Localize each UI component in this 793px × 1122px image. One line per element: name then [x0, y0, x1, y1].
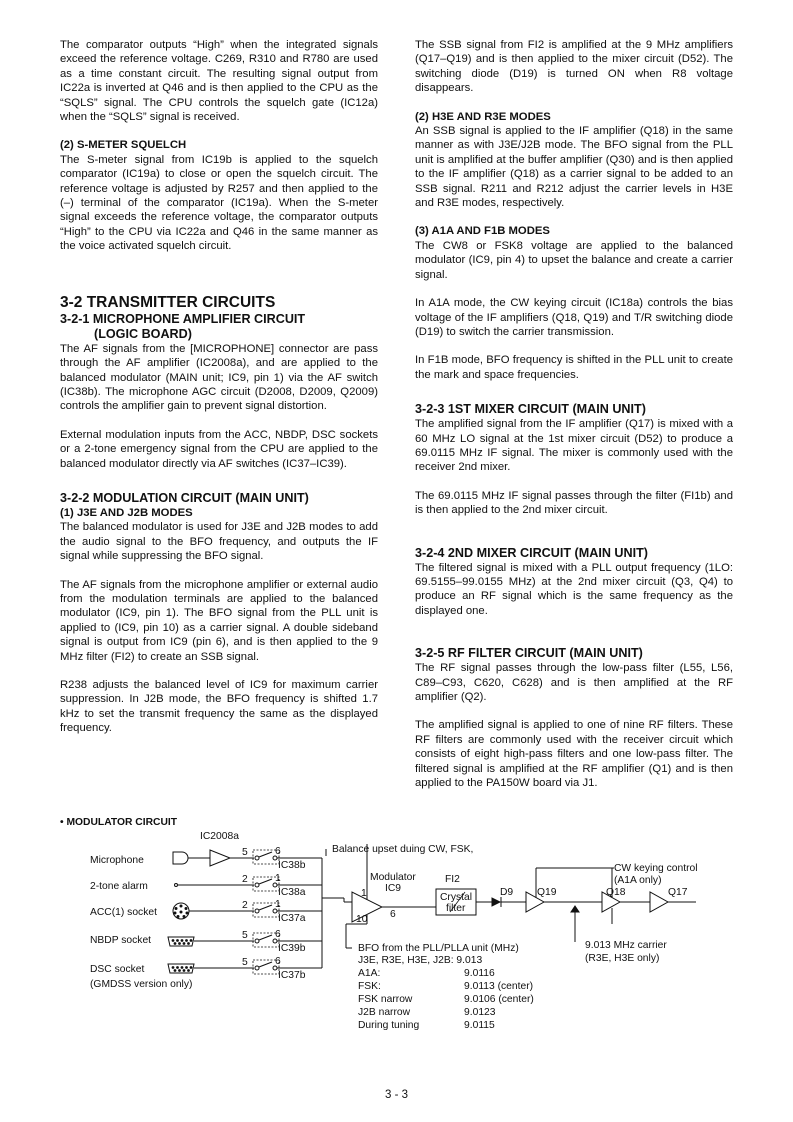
- first-mixer-paragraph-1: The amplified signal from the IF amplifier (Q17) is mixed with a 60 MHz LO signal at the 1st mixer circuit (D52) to produce a 69.0115 MHz IF signal. The mixer is commonly used with the receiver 2nd mixer.: [415, 418, 733, 474]
- bfo-freq-j2b-narrow: 9.0123: [464, 1007, 496, 1018]
- gmdss-note: (GMDSS version only): [90, 979, 193, 990]
- carrier-label-1: 9.013 MHz carrier: [585, 940, 667, 951]
- ssb-amp-paragraph: The SSB signal from FI2 is amplified at the 9 MHz amplifiers (Q17–Q19) and is then applied to the mixer circuit (D52). The switching diode (D19) is turned ON when R8 voltage disappears.: [415, 39, 733, 95]
- first-mixer-heading: 3-2-3 1ST MIXER CIRCUIT (MAIN UNIT): [415, 402, 646, 417]
- bfo-freq-fsk: 9.0113 (center): [464, 981, 534, 992]
- diagram-title: • MODULATOR CIRCUIT: [60, 817, 178, 828]
- q17-label: Q17: [668, 887, 688, 898]
- modulator-ic9: [346, 844, 436, 948]
- balance-upset-note: Balance upset duing CW, FSK,: [332, 844, 474, 855]
- mic-amp-heading: 3-2-1 MICROPHONE AMPLIFIER CIRCUIT: [60, 311, 306, 326]
- page-number: 3 - 3: [384, 1089, 408, 1101]
- ic39b-label: IC39b: [278, 943, 306, 954]
- a1a-f1b-paragraph-1: The CW8 or FSK8 voltage are applied to the balanced modulator (IC9, pin 4) to upset the balance and create a carrier signal.: [415, 239, 733, 281]
- a1a-f1b-heading: (3) A1A AND F1B MODES: [415, 225, 550, 238]
- source-microphone: Microphone: [90, 855, 144, 866]
- ic2008a-label: IC2008a: [200, 831, 239, 842]
- ic37a-label: IC37a: [278, 913, 306, 924]
- bfo-mode-fsk-narrow: FSK narrow: [358, 994, 413, 1005]
- ic9-pin6: 6: [390, 909, 396, 920]
- second-mixer-heading: 3-2-4 2ND MIXER CIRCUIT (MAIN UNIT): [415, 545, 648, 560]
- mic-amp-heading-board: (LOGIC BOARD): [94, 326, 192, 341]
- carrier-label-2: (R3E, H3E only): [585, 953, 660, 964]
- first-mixer-paragraph-2: The 69.0115 MHz IF signal passes through the filter (FI1b) and is then applied to the 2nd mixer circuit.: [415, 489, 733, 517]
- cw-keying-label-2: (A1A only): [614, 875, 662, 886]
- q17-amplifier: [650, 887, 696, 912]
- d9-label: D9: [500, 887, 514, 898]
- fi2-label: FI2: [445, 874, 460, 885]
- cw-keying-line: [536, 863, 698, 888]
- ic38a-pin-out: 1: [275, 873, 281, 884]
- ic37b-pin-in: 5: [242, 957, 248, 968]
- bfo-input-line: [352, 943, 519, 966]
- filter-label-1: Crystal: [440, 892, 473, 903]
- source-nbdp-socket: NBDP socket: [90, 935, 152, 946]
- ic9-pin1: 1: [361, 888, 367, 899]
- bfo-mode-a1a: A1A:: [358, 968, 381, 979]
- cw-keying-label-1: CW keying control: [614, 863, 698, 874]
- ic38b-pin-in: 5: [242, 847, 248, 858]
- crystal-filter-fi2: [436, 874, 492, 915]
- ic9-label: IC9: [385, 883, 402, 894]
- j3e-j2b-subheading: (1) J3E AND J2B MODES: [60, 506, 193, 519]
- mic-amp-paragraph-1: The AF signals from the [MICROPHONE] connector are pass through the AF amplifier (IC2008a), and are applied to the balanced modulator (MAIN unit; IC9, pin 1) via the AF switch (IC38b). The microphone AGC circuit (D2008, D2009, Q2009) controls the amplifier gain to prevent signal distortion.: [60, 342, 378, 413]
- a1a-f1b-paragraph-2: In A1A mode, the CW keying circuit (IC18a) controls the bias voltage of the IF amplifiers (Q18, Q19) and T/R switching diode (D19) to switch the carrier transmission.: [415, 297, 733, 338]
- bfo-frequency-table: [358, 968, 534, 1031]
- smeter-squelch-heading: (2) S-METER SQUELCH: [60, 139, 187, 152]
- ic37b-label: IC37b: [278, 970, 306, 981]
- ic9-pin10: 10: [356, 914, 368, 925]
- modulator-circuit-diagram: [60, 812, 740, 1048]
- bfo-freq-a1a: 9.0116: [464, 968, 495, 979]
- bfo-mode-j2b-narrow: J2B narrow: [358, 1007, 411, 1018]
- rf-filter-paragraph-1: The RF signal passes through the low-pass filter (L55, L56, C89–C93, C620, C628) and is then amplified at the RF amplifier (Q2).: [415, 662, 733, 703]
- bfo-label-1: BFO from the PLL/PLLA unit (MHz): [358, 943, 519, 954]
- modulation-paragraph-1: The balanced modulator is used for J3E and J2B modes to add the audio signal to the BFO frequency, and outputs the IF signal while suppressing the BFO signal.: [60, 521, 378, 563]
- ic38a-label: IC38a: [278, 887, 306, 898]
- rf-filter-paragraph-2: The amplified signal is applied to one of nine RF filters. These RF filters are commonly used with the receiver circuit which consists of eight high-pass filters and one low-pass filter. The filtered signal is amplified at the RF amplifier (Q1) and is then applied to the PA150W board via J1.: [415, 719, 733, 790]
- bfo-mode-tuning: During tuning: [358, 1020, 420, 1031]
- a1a-f1b-paragraph-3: In F1B mode, BFO frequency is shifted in the PLL unit to create the mark and space frequencies.: [415, 354, 733, 381]
- carrier-line: [571, 906, 667, 964]
- modulation-paragraph-3: R238 adjusts the balanced level of IC9 for maximum carrier suppression. In J2B mode, the BFO frequency is shifted 1.7 kHz to set the transmit frequency the same as the displayed frequency.: [60, 679, 378, 735]
- source-acc-socket: ACC(1) socket: [90, 907, 157, 918]
- ic38b-label: IC38b: [278, 860, 306, 871]
- rf-filter-heading: 3-2-5 RF FILTER CIRCUIT (MAIN UNIT): [415, 646, 643, 661]
- bfo-freq-fsk-narrow: 9.0106 (center): [464, 994, 534, 1005]
- ic37b-pin-out: 6: [275, 956, 281, 967]
- transmitter-section-title: 3-2 TRANSMITTER CIRCUITS: [60, 293, 276, 311]
- modulation-paragraph-2: The AF signals from the microphone amplifier or external audio from the modulation terminals are applied to the balanced modulator (IC9, pin 1). The BFO signal from the PLL unit is applied to (IC9, pin 10) as a carrier signal. A double sideband signal is output from IC9 (pin 6), and is then applied to the 9 MHz filter (FI2) to create an SSB signal.: [60, 578, 378, 663]
- smeter-squelch-paragraph: The S-meter signal from IC19b is applied to the squelch comparator (IC19a) to close or open the squelch circuit. The reference voltage is adjusted by R257 and then applied to the (–) terminal of the comparator (IC19a). When the S-meter signal exceeds the reference voltage, the comparator outputs “High” to the CPU via IC22a and Q46 in the same manner as the voice activated squelch circuit.: [60, 153, 378, 253]
- h3e-r3e-paragraph: An SSB signal is applied to the IF amplifier (Q18) in the same manner as with J3E/J2B mode. The BFO signal from the PLL unit is amplified at the buffer amplifier (Q30) and is then applied to the IF amplifier (Q18) as a carrier signal to be added to an SSB signal. R211 and R212 adjust the carrier levels in H3E and R3E modes, respectively.: [415, 125, 733, 210]
- q18-label: Q18: [606, 887, 626, 898]
- ic37a-pin-out: 1: [275, 899, 281, 910]
- q19-amplifier: [526, 887, 602, 912]
- ic38a-pin-in: 2: [242, 874, 248, 885]
- d9-diode: [492, 887, 526, 907]
- modulation-heading: 3-2-2 MODULATION CIRCUIT (MAIN UNIT): [60, 490, 309, 505]
- ic39b-pin-out: 6: [275, 929, 281, 940]
- microphone-jack-icon: [173, 852, 210, 864]
- ic38b-pin-out: 6: [275, 846, 281, 857]
- ic39b-pin-in: 5: [242, 930, 248, 941]
- mic-amp-paragraph-2: External modulation inputs from the ACC, NBDP, DSC sockets or a 2-tone emergency signal from the CPU are applied to the balanced modulator directly via AF switches (IC37–IC39).: [60, 428, 378, 470]
- right-column: [415, 38, 733, 804]
- q18-amplifier: [602, 887, 650, 924]
- source-2tone-alarm: 2-tone alarm: [90, 881, 148, 892]
- source-dsc-socket: DSC socket: [90, 964, 145, 975]
- modulator-label: Modulator: [370, 872, 416, 883]
- left-column: [60, 38, 378, 750]
- bfo-label-2: J3E, R3E, H3E, J2B: 9.013: [358, 955, 483, 966]
- squelch-paragraph: The comparator outputs “High” when the integrated signals exceed the reference voltage. C269, R310 and R780 are used as a time constant circuit. The resulting signal output from IC22a is inverted at Q46 and is then applied to the CPU as the “SQLS” signal. The CPU controls the squelch gate (IC12a) when the “SQLS” signal is received.: [60, 39, 378, 124]
- bfo-freq-tuning: 9.0115: [464, 1020, 495, 1031]
- h3e-r3e-heading: (2) H3E AND R3E MODES: [415, 110, 551, 123]
- ic37a-pin-in: 2: [242, 900, 248, 911]
- q19-label: Q19: [537, 887, 557, 898]
- second-mixer-paragraph: The filtered signal is mixed with a PLL output frequency (1LO: 69.5155–99.0155 MHz) at the 2nd mixer circuit (Q3, Q4) to produce an RF signal which is the same frequency as the displayed one.: [415, 561, 733, 617]
- bfo-mode-fsk: FSK:: [358, 981, 381, 992]
- filter-label-2: filter: [446, 903, 466, 914]
